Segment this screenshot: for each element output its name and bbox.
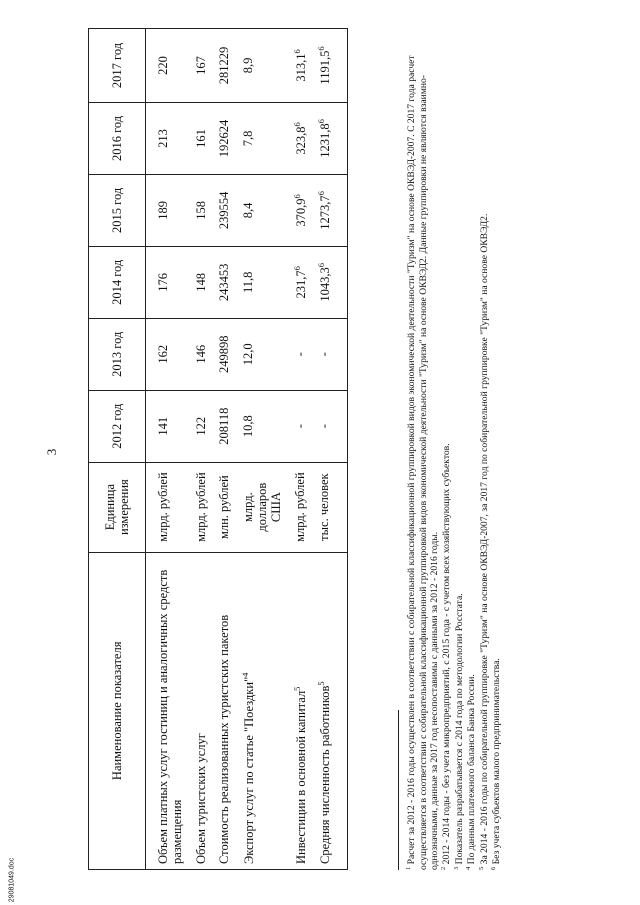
- value: 1231,8: [318, 123, 333, 158]
- value: 161: [193, 129, 208, 148]
- footnote-mark: 1: [405, 866, 412, 870]
- unit-cell: млрд. рублей: [146, 462, 191, 552]
- footnote-separator: [398, 710, 399, 870]
- value: 10,8: [240, 415, 255, 438]
- value-cell: [146, 102, 191, 174]
- footnote-ref: 6: [316, 119, 327, 124]
- value: -: [292, 352, 307, 357]
- value-cell: [238, 390, 290, 462]
- footnote-text: Расчет за 2012 - 2016 годы осуществлен в соответствии с собирательной классификационной группировкой видов экономической деятельности "Туризм" на основе ОКВЭД-2007. С 2017 года расчет осуществляется в соответствии с собирательной классификационной группировкой видов экономической деятельности "Туризм" на основе ОКВЭД2. Данные группировки не являются взаимно-однозначными, данные за 2017 год несопоставимы с данными за 2012 - 2016 годы.: [406, 55, 440, 870]
- unit-cell: млрд. рублей: [191, 462, 214, 552]
- indicator-name-cell: [214, 552, 237, 869]
- indicator-name: Средняя численность работников: [318, 685, 333, 864]
- value-cell: [214, 29, 237, 103]
- value-cell: [214, 174, 237, 246]
- footnote-text: За 2014 - 2016 годы по собирательной группировке "Туризм" на основе ОКВЭД-2007, за 2017 год по собирательной группировке "Туризм" на основе ОКВЭД2.: [478, 213, 490, 865]
- footnote-ref: 5: [291, 686, 302, 691]
- footnote-mark: 6: [490, 866, 498, 870]
- header-year-2016: 2016 год: [89, 102, 146, 174]
- table-row: [191, 29, 214, 870]
- table-row: [214, 29, 237, 870]
- value: 162: [156, 344, 170, 364]
- value-cell: [290, 246, 315, 318]
- value: 11,8: [240, 271, 255, 294]
- value: -: [317, 424, 332, 429]
- value: 370,9: [293, 198, 308, 227]
- value: 12,0: [240, 343, 255, 366]
- value: 281229: [217, 46, 232, 85]
- indicator-name: Стоимость реализованных туристских пакетов: [217, 614, 232, 864]
- header-year-2012: 2012 год: [89, 390, 146, 462]
- value-cell: [238, 29, 290, 103]
- value-cell: [314, 318, 347, 390]
- value-cell: [314, 102, 347, 174]
- indicator-name-cell: [191, 552, 214, 869]
- value-cell: [146, 174, 191, 246]
- value-cell: [146, 390, 191, 462]
- footnote: [465, 28, 478, 870]
- footnote-text: Показатель разрабатывается с 2014 года по методологии Росстата.: [453, 593, 465, 865]
- header-year-2015: 2015 год: [89, 174, 146, 246]
- value-cell: [191, 390, 214, 462]
- value: 158: [193, 201, 208, 220]
- value-cell: [214, 318, 237, 390]
- value: 213: [156, 129, 170, 148]
- indicators-table: [88, 28, 348, 870]
- value-cell: [238, 102, 290, 174]
- value-cell: [238, 174, 290, 246]
- value-cell: [214, 390, 237, 462]
- value: 141: [156, 416, 170, 436]
- value-cell: [146, 246, 191, 318]
- unit-cell: млн. рублей: [214, 462, 237, 552]
- value: 167: [193, 56, 208, 75]
- footnote-ref: 4: [239, 672, 250, 677]
- value: 1273,7: [318, 195, 333, 230]
- value-cell: [238, 318, 290, 390]
- footnote-mark: 5: [477, 866, 485, 870]
- value-cell: [314, 29, 347, 103]
- value: 1191,5: [318, 50, 333, 85]
- value: 122: [193, 416, 208, 436]
- value: 7,8: [240, 130, 255, 147]
- footnote-ref: 6: [316, 263, 327, 268]
- value: 146: [193, 344, 208, 364]
- rotated-page-content: [0, 20, 640, 880]
- footnote-text: 2012 - 2014 годы - без учета микропредприятий, с 2015 года - с учетом всех хозяйствующих субъектов.: [441, 443, 453, 865]
- value-cell: [191, 102, 214, 174]
- value-cell: [290, 102, 315, 174]
- table-row: [238, 29, 290, 870]
- footnote: [405, 28, 440, 870]
- value-cell: [290, 174, 315, 246]
- footnote-ref: 5: [316, 681, 327, 686]
- header-unit: Единица измерения: [89, 462, 146, 552]
- indicator-name-cell: [146, 552, 191, 869]
- page-number: 3: [44, 448, 59, 456]
- indicator-name-cell: [314, 552, 347, 869]
- footnote-ref: 6: [291, 122, 302, 127]
- value-cell: [214, 102, 237, 174]
- value-cell: [191, 246, 214, 318]
- footnotes: [405, 28, 503, 870]
- indicator-name: Экспорт услуг по статье "Поездки": [241, 676, 256, 864]
- header-year-2013: 2013 год: [89, 318, 146, 390]
- value-cell: [146, 318, 191, 390]
- value-cell: [146, 29, 191, 103]
- value-cell: [314, 390, 347, 462]
- footnote: [453, 28, 466, 870]
- footnote-mark: 4: [465, 866, 473, 870]
- footnote-text: По данным платежного баланса Банка России.: [466, 674, 478, 865]
- value: -: [317, 352, 332, 357]
- indicator-name-cell: [290, 552, 315, 869]
- table-row: [146, 29, 191, 870]
- value-cell: [191, 174, 214, 246]
- value: 239554: [217, 191, 232, 230]
- value: -: [292, 424, 307, 429]
- value: 231,7: [293, 270, 308, 299]
- value: 176: [156, 272, 170, 292]
- indicator-name-cell: [238, 552, 290, 869]
- footnote: [490, 28, 503, 870]
- value: 189: [156, 201, 170, 220]
- value: 1043,3: [318, 267, 333, 302]
- value: 220: [156, 56, 170, 75]
- footnote-mark: 2: [440, 866, 448, 870]
- value: 208118: [217, 407, 232, 445]
- table-row: [290, 29, 315, 870]
- footnote-ref: 6: [291, 194, 302, 199]
- value-cell: [290, 29, 315, 103]
- value-cell: [290, 318, 315, 390]
- indicator-name: Объем платных услуг гостиниц и аналогичных средств размещения: [156, 569, 185, 864]
- value: 249898: [217, 335, 232, 373]
- unit-cell: млрд. рублей: [290, 462, 315, 552]
- indicator-name: Инвестиции в основной капитал: [293, 690, 308, 864]
- value-cell: [238, 246, 290, 318]
- value: 148: [193, 272, 208, 292]
- value: 8,4: [240, 202, 255, 219]
- footnote-ref: 6: [316, 191, 327, 196]
- header-indicator-name: Наименование показателя: [89, 552, 146, 869]
- footnote-ref: 6: [291, 266, 302, 271]
- value-cell: [314, 174, 347, 246]
- table-header-row: [89, 29, 146, 870]
- unit-cell: тыс. человек: [314, 462, 347, 552]
- footnote-ref: 6: [316, 46, 327, 51]
- value: 8,9: [240, 57, 255, 74]
- value: 313,1: [293, 53, 308, 82]
- footnote: [478, 28, 491, 870]
- value: 323,8: [293, 126, 308, 155]
- value-cell: [191, 318, 214, 390]
- indicator-name: Объем туристских услуг: [193, 733, 208, 864]
- value-cell: [314, 246, 347, 318]
- value-cell: [214, 246, 237, 318]
- unit-cell: млрд. долларов США: [238, 462, 290, 552]
- header-year-2017: 2017 год: [89, 29, 146, 103]
- value-cell: [290, 390, 315, 462]
- footnote: [440, 28, 453, 870]
- header-year-2014: 2014 год: [89, 246, 146, 318]
- footnote-ref: 6: [291, 49, 302, 54]
- value-cell: [191, 29, 214, 103]
- value: 192624: [217, 119, 232, 158]
- footnote-text: Без учета субъектов малого предпринимательства.: [491, 658, 503, 865]
- value: 243453: [217, 263, 232, 302]
- footnote-mark: 3: [452, 866, 460, 870]
- table-row: [314, 29, 347, 870]
- document-filename: 29081049.doc: [8, 857, 16, 903]
